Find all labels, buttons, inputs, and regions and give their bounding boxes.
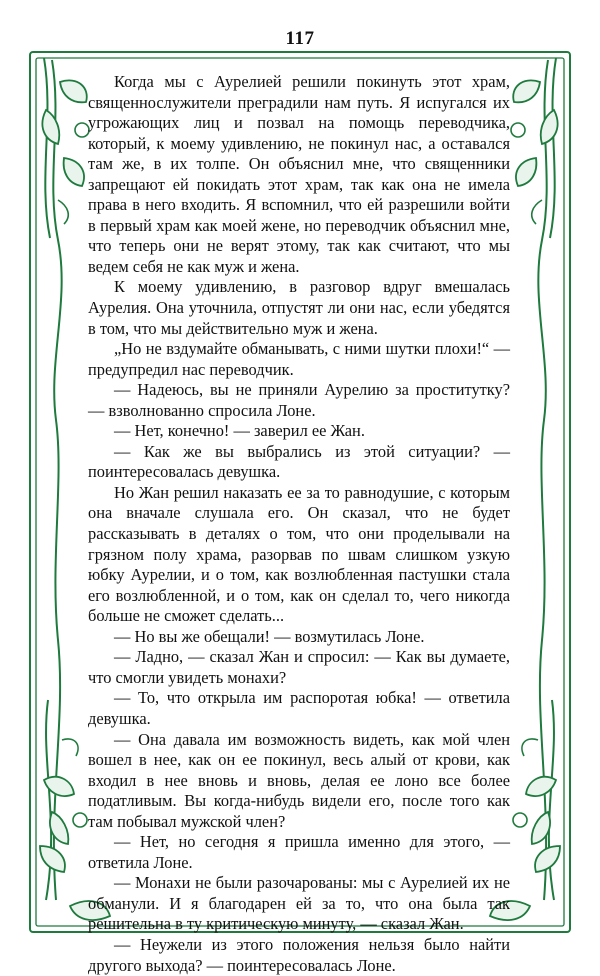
paragraph: — Но вы же обещали! — возмутилась Лоне. — [114, 626, 425, 646]
leaf-left-3 — [64, 158, 84, 186]
right-vine-ornament — [538, 58, 556, 900]
paragraph: Когда мы с Аурелией решили покинуть этот храм, священнослужители преградили нам путь. Я испугался их угрожающих лиц и позвал на помощь переводчика, который, к моему удивлению, не покинул нас, а оставался там же, в их толпе. Он объяснил мне, что священники запрещают ей покидать этот храм, так как она не имела права в него входить. Я вспомнил, что ей разрешили войти в первый храм как моей жене, но переводчик объяснил мне, что теперь они не верят этому, так как считают, что мы ведем себя не как муж и жена. — [88, 72, 510, 276]
tendril-left-1 — [75, 123, 89, 137]
tendril-right-1 — [511, 123, 525, 137]
leaf-left-1 — [60, 80, 87, 102]
tendril-left-2 — [73, 813, 87, 827]
left-tendrils — [58, 123, 89, 827]
paragraph: — Монахи не были разочарованы: мы с Аурелией их не обманули. И я благодарен ей за то, что она была так решительна в ту критическую минуту, — сказал Жан. — [88, 873, 510, 934]
leaf-right-3 — [516, 158, 536, 186]
paragraph: — Ладно, — сказал Жан и спросил: — Как вы думаете, что смогли увидеть монахи? — [88, 647, 510, 687]
leaf-right-6 — [535, 846, 560, 872]
body-text — [88, 72, 510, 976]
right-tendrils — [511, 123, 542, 827]
paragraph: К моему удивлению, в разговор вдруг вмешалась Аурелия. Она уточнила, отпустят ли они нас, если убедятся в том, что мы действительно муж и жена. — [88, 277, 510, 338]
leaf-right-1 — [513, 80, 540, 102]
leaf-left-6 — [40, 846, 65, 872]
paragraph: — Неужели из этого положения нельзя было найти другого выхода? — поинтересовалась Лоне. — [88, 934, 510, 975]
left-vine-ornament — [44, 58, 62, 900]
tendril-right-2 — [513, 813, 527, 827]
leaf-right-5 — [532, 812, 550, 844]
leaf-right-2 — [541, 110, 558, 144]
paragraph: „Но не вздумайте обманывать, с ними шутки плохи!“ — предупредил нас переводчик. — [88, 339, 510, 379]
paragraph: Но Жан решил наказать ее за то равнодушие, с которым она вначале слушала его. Он сказал, что не будет рассказывать в деталях о том, что они проделывали на грязном полу храма, разорвав по швам слишком узкую юбку Аурелии, и о том, как возлюбленная пастушки стала его возлюбленной, и о том, как он сделал то, чего никогда больше не сможет сделать... — [88, 482, 510, 626]
paragraph: — Она давала им возможность видеть, как мой член вошел в нее, как он ее покинул, весь алый от крови, как входил в нее вновь и вновь, делая ее лоно все более податливым. Вы когда-нибудь видели его, после того как там побывал мужской член? — [88, 729, 510, 831]
paragraph: — Как же вы выбрались из этой ситуации? — поинтересовалась девушка. — [88, 441, 510, 482]
paragraph: — То, что открыла им распоротая юбка! — ответила девушка. — [88, 688, 510, 728]
paragraph: — Нет, но сегодня я пришла именно для этого, — ответила Лоне. — [88, 832, 510, 872]
paragraph: — Надеюсь, вы не приняли Аурелию за проститутку? — взволнованно спросила Лоне. — [88, 380, 510, 420]
paragraph: — Нет, конечно! — заверил ее Жан. — [114, 421, 365, 441]
leaf-left-2 — [42, 110, 59, 144]
page-number: 117 — [285, 28, 315, 49]
leaf-left-5 — [50, 812, 68, 844]
